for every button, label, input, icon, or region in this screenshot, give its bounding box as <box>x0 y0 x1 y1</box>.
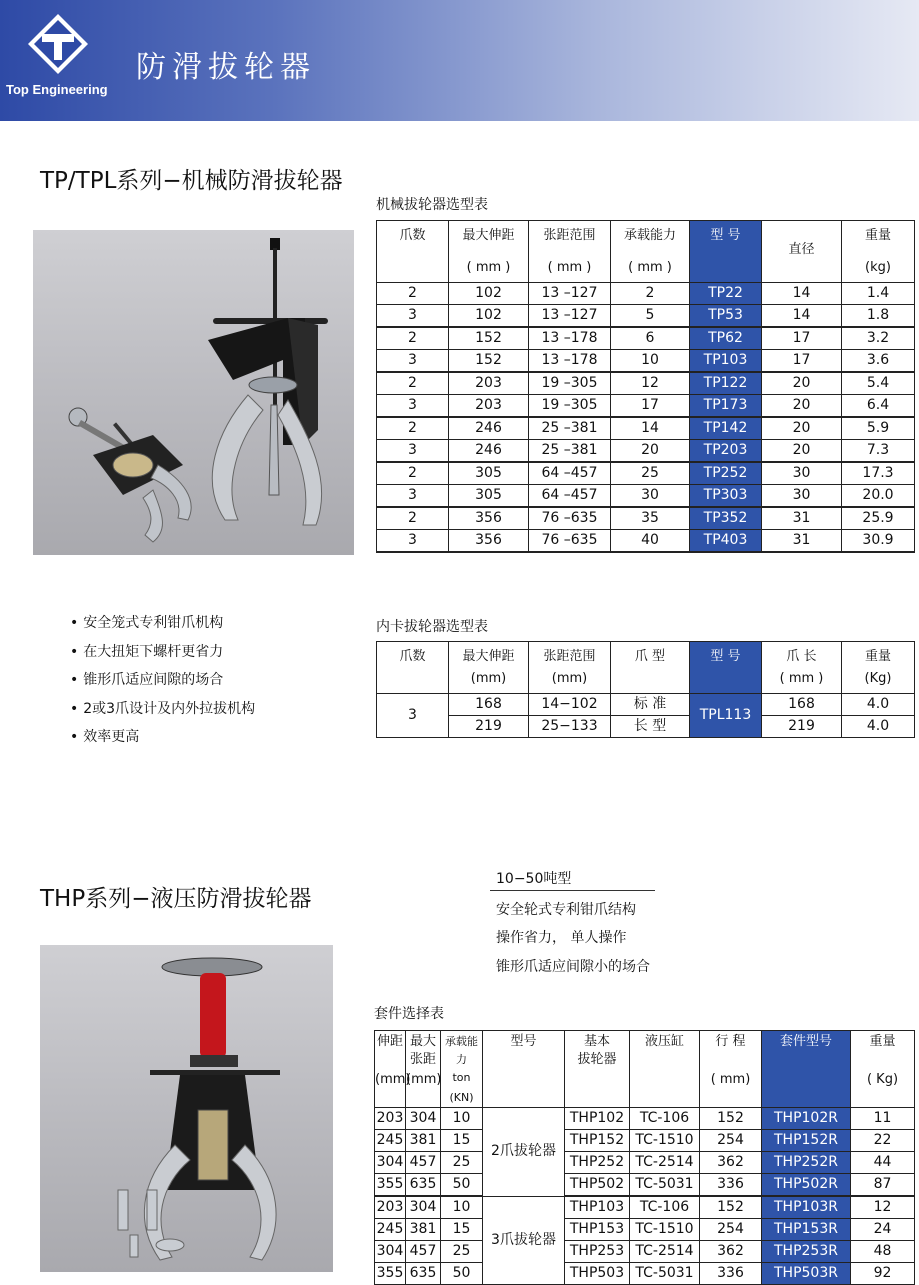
table-row: 3 152 13 –178 10 TP103 17 3.6 <box>377 350 915 373</box>
inner-col-jaw-count: 爪数 <box>377 642 449 694</box>
col-jaw-count: 爪数 <box>377 221 449 283</box>
kit-col-capacity: 承载能力 ton (KN) <box>441 1031 483 1108</box>
thp-divider <box>490 890 655 891</box>
tp-feature-list <box>70 612 255 755</box>
col-spread-range: 张距范围 ( mm ) <box>529 221 611 283</box>
table-row: 203 304 10 3爪拔轮器 THP103 TC-106 152 THP103R 12 <box>375 1196 915 1219</box>
thp-section-title: THP系列−液压防滑拔轮器 <box>40 886 312 912</box>
mech-table-header-row <box>377 221 915 283</box>
model-cell: TP252 <box>690 462 762 485</box>
thp-feature: 安全轮式专利钳爪结构 <box>496 902 636 918</box>
kit-selection-table <box>374 1030 915 1285</box>
feature-item: • 安全笼式专利钳爪机构 <box>70 612 255 641</box>
table-row: 245 381 15 THP153 TC-1510 254 THP153R 24 <box>375 1219 915 1241</box>
inner-table-header-row <box>377 642 915 694</box>
table-row: 3 102 13 –127 5 TP53 14 1.8 <box>377 305 915 328</box>
model-cell: TP403 <box>690 530 762 553</box>
table-row: 304 457 25 THP253 TC-2514 362 THP253R 48 <box>375 1241 915 1263</box>
table-row: 219 25−133 长 型 219 4.0 <box>377 716 915 738</box>
kit-col-model: 型号 <box>483 1031 565 1108</box>
model-cell: TP103 <box>690 350 762 373</box>
table-row: 2 203 19 –305 12 TP122 20 5.4 <box>377 372 915 395</box>
kit-col-reach: 伸距 (mm) <box>375 1031 406 1108</box>
table-row: 2 246 25 –381 14 TP142 20 5.9 <box>377 417 915 440</box>
model-cell: TP142 <box>690 417 762 440</box>
thp-subtitle: 10−50吨型 <box>496 871 572 887</box>
col-model: 型 号 <box>690 221 762 283</box>
model-cell: TP53 <box>690 305 762 328</box>
inner-model-cell: TPL113 <box>690 694 762 738</box>
feature-item: • 在大扭矩下螺杆更省力 <box>70 641 255 670</box>
thp-feature: 锥形爪适应间隙小的场合 <box>496 959 650 975</box>
table-row: 304 457 25 THP252 TC-2514 362 THP252R 44 <box>375 1152 915 1174</box>
inner-col-jaw-length: 爪 长 ( mm ) <box>762 642 842 694</box>
model-cell: TP203 <box>690 440 762 463</box>
table-row: 3 203 19 –305 17 TP173 20 6.4 <box>377 395 915 418</box>
table-row: 355 635 50 THP503 TC-5031 336 THP503R 92 <box>375 1263 915 1285</box>
tp-product-photo <box>33 230 354 555</box>
inner-col-max-reach: 最大伸距 (mm) <box>449 642 529 694</box>
inner-col-spread-range: 张距范围 (mm) <box>529 642 611 694</box>
col-weight: 重量 (kg) <box>842 221 915 283</box>
kit-col-kit-model: 套件型号 <box>762 1031 851 1108</box>
table-row: 2 356 76 –635 35 TP352 31 25.9 <box>377 507 915 530</box>
table-row: 3 246 25 –381 20 TP203 20 7.3 <box>377 440 915 463</box>
kit-model-cell: THP152R <box>762 1130 851 1152</box>
inner-col-weight: 重量 (Kg) <box>842 642 915 694</box>
kit-model-cell: THP103R <box>762 1196 851 1219</box>
feature-item: • 效率更高 <box>70 726 255 755</box>
header-banner <box>0 0 919 121</box>
table-row: 355 635 50 THP502 TC-5031 336 THP502R 87 <box>375 1174 915 1197</box>
brand-name: Top Engineering <box>6 82 108 97</box>
tp-section-title: TP/TPL系列−机械防滑拔轮器 <box>40 168 343 194</box>
inner-table-caption: 内卡拔轮器选型表 <box>376 619 488 635</box>
kit-model-cell: THP503R <box>762 1263 851 1285</box>
model-cell: TP62 <box>690 327 762 350</box>
kit-table-caption: 套件选择表 <box>374 1006 444 1022</box>
tp-puller-illustration <box>33 230 354 555</box>
feature-item: • 锥形爪适应间隙的场合 <box>70 669 255 698</box>
kit-col-max-spread: 最大 张距 (mm) <box>406 1031 441 1108</box>
thp-feature: 操作省力， 单人操作 <box>496 930 627 946</box>
kit-table-header-row <box>375 1031 915 1108</box>
thp-puller-illustration <box>40 945 333 1272</box>
kit-col-stroke: 行 程 ( mm) <box>700 1031 762 1108</box>
mech-puller-table <box>376 220 915 553</box>
inner-col-jaw-type: 爪 型 <box>611 642 690 694</box>
feature-item: • 2或3爪设计及内外拉拔机构 <box>70 698 255 727</box>
col-capacity: 承载能力 ( mm ) <box>611 221 690 283</box>
mech-table-caption: 机械拔轮器选型表 <box>376 197 488 213</box>
kit-col-cylinder: 液压缸 <box>630 1031 700 1108</box>
col-diameter: 直径 <box>762 221 842 283</box>
page-title: 防滑拔轮器 <box>136 50 316 85</box>
kit-col-base-puller: 基本 拔轮器 <box>565 1031 630 1108</box>
table-row: 2 152 13 –178 6 TP62 17 3.2 <box>377 327 915 350</box>
model-cell: TP352 <box>690 507 762 530</box>
kit-model-cell: THP153R <box>762 1219 851 1241</box>
thp-product-photo <box>40 945 333 1272</box>
top-engineering-logo-icon <box>26 12 90 76</box>
table-row: 3 305 64 –457 30 TP303 30 20.0 <box>377 485 915 508</box>
kit-model-cell: THP253R <box>762 1241 851 1263</box>
kit-model-cell: THP252R <box>762 1152 851 1174</box>
table-row: 2 305 64 –457 25 TP252 30 17.3 <box>377 462 915 485</box>
model-cell: TP22 <box>690 283 762 305</box>
model-cell: TP122 <box>690 372 762 395</box>
table-row: 245 381 15 THP152 TC-1510 254 THP152R 22 <box>375 1130 915 1152</box>
table-row: 3 168 14−102 标 准 TPL113 168 4.0 <box>377 694 915 716</box>
kit-model-cell: THP102R <box>762 1108 851 1130</box>
kit-col-weight: 重量 ( Kg) <box>851 1031 915 1108</box>
kit-model-cell: THP502R <box>762 1174 851 1197</box>
inner-jaw-count-cell: 3 <box>377 694 449 738</box>
inner-col-model: 型 号 <box>690 642 762 694</box>
table-row: 2 102 13 –127 2 TP22 14 1.4 <box>377 283 915 305</box>
col-max-reach: 最大伸距 ( mm ) <box>449 221 529 283</box>
inner-puller-table <box>376 641 915 738</box>
table-row: 3 356 76 –635 40 TP403 31 30.9 <box>377 530 915 553</box>
group-label-cell: 2爪拔轮器 <box>483 1108 565 1197</box>
table-row: 203 304 10 2爪拔轮器 THP102 TC-106 152 THP102R 11 <box>375 1108 915 1130</box>
model-cell: TP173 <box>690 395 762 418</box>
group-label-cell: 3爪拔轮器 <box>483 1196 565 1285</box>
model-cell: TP303 <box>690 485 762 508</box>
